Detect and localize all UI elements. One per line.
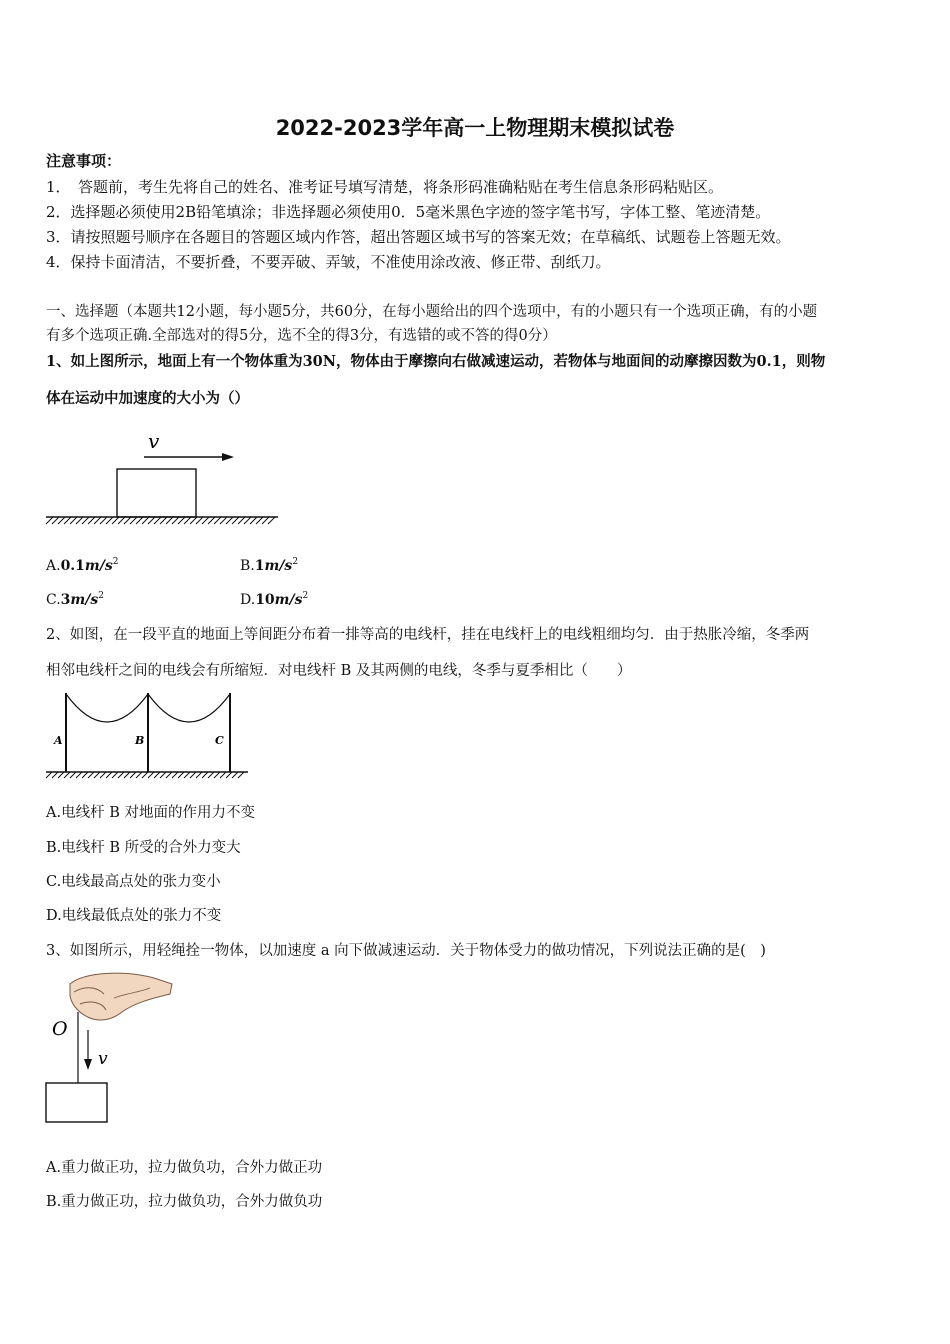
hatch-mark	[220, 517, 227, 524]
q3-option-a: A.重力做正功，拉力做负功，合外力做正功	[46, 1160, 323, 1176]
hatch-mark	[226, 517, 233, 524]
hatch-mark	[142, 772, 148, 778]
pole-label-c: C	[215, 734, 224, 747]
hatch-mark	[160, 772, 166, 778]
hatch-mark	[106, 517, 113, 524]
hatch-mark	[124, 517, 131, 524]
ground-hatching	[46, 772, 244, 778]
hatch-mark	[202, 772, 208, 778]
hatch-mark	[268, 517, 275, 524]
hatch-mark	[58, 517, 65, 524]
hanging-block	[46, 1083, 107, 1122]
hatch-mark	[52, 772, 58, 778]
hatch-mark	[46, 772, 52, 778]
hatch-mark	[94, 517, 101, 524]
hatch-mark	[106, 772, 112, 778]
hatch-mark	[82, 517, 89, 524]
hatch-mark	[250, 517, 257, 524]
hatch-mark	[70, 517, 77, 524]
q1-block-figure	[44, 428, 284, 528]
hatch-mark	[178, 517, 185, 524]
hatch-mark	[214, 772, 220, 778]
ground-hatching	[46, 517, 275, 524]
hatch-mark	[100, 517, 107, 524]
q2-option-b: B.电线杆 B 所受的合外力变大	[46, 840, 241, 856]
notice-heading: 注意事项：	[46, 152, 122, 170]
hatch-mark	[130, 517, 137, 524]
hatch-mark	[136, 772, 142, 778]
hatch-mark	[130, 772, 136, 778]
q3-stem: 3、如图所示，用轻绳拴一物体，以加速度 a 向下做减速运动．关于物体受力的做功情况，下列说法正确的是( )	[46, 943, 766, 959]
q2-power-line-figure	[44, 688, 254, 778]
notice-item-4: 4．保持卡面清洁，不要折叠，不要弄破、弄皱，不准使用涂改液、修正带、刮纸刀。	[46, 253, 611, 271]
hatch-mark	[166, 772, 172, 778]
hatch-mark	[190, 517, 197, 524]
hatch-mark	[46, 517, 53, 524]
hatch-mark	[112, 517, 119, 524]
hatch-mark	[214, 517, 221, 524]
hatch-mark	[88, 772, 94, 778]
q1-stem-line-2: 体在运动中加速度的大小为（）	[46, 390, 249, 407]
hatch-mark	[64, 772, 70, 778]
hatch-mark	[100, 772, 106, 778]
q1-option-c: $C.3m/s^2$	[46, 591, 104, 608]
q3-rope-figure	[44, 968, 184, 1128]
hatch-mark	[148, 772, 154, 778]
q2-option-d: D.电线最低点处的张力不变	[46, 908, 222, 924]
hatch-mark	[142, 517, 149, 524]
q1-option-b: $B.1m/s^2$	[240, 557, 299, 574]
section-heading-line-2: 有多个选项正确.全部选对的得5分，选不全的得3分，有选错的或不答的得0分）	[46, 328, 557, 344]
hatch-mark	[232, 517, 239, 524]
page-title: 2022-2023学年高一上物理期末模拟试卷	[275, 116, 675, 140]
q2-stem-line-1: 2、如图，在一段平直的地面上等间距分布着一排等高的电线杆，挂在电线杆上的电线粗细均匀．由于热胀冷缩，冬季两	[46, 627, 810, 643]
hatch-mark	[208, 772, 214, 778]
q3-option-b: B.重力做正功，拉力做负功，合外力做负功	[46, 1194, 323, 1210]
section-heading-line-1: 一、选择题（本题共12小题，每小题5分，共60分，在每小题给出的四个选项中，有的小题只有一个选项正确，有的小题	[46, 304, 818, 320]
hatch-mark	[76, 772, 82, 778]
hatch-mark	[184, 772, 190, 778]
hatch-mark	[58, 772, 64, 778]
hatch-mark	[262, 517, 269, 524]
notice-item-2: 2．选择题必须使用2B铅笔填涂；非选择题必须使用0．5毫米黑色字迹的签字笔书写，字体工整、笔迹清楚。	[46, 203, 771, 221]
hatch-mark	[238, 517, 245, 524]
hatch-mark	[202, 517, 209, 524]
point-label-o: O	[52, 1018, 68, 1040]
hatch-mark	[70, 772, 76, 778]
hatch-mark	[178, 772, 184, 778]
hatch-mark	[112, 772, 118, 778]
hatch-mark	[82, 772, 88, 778]
hatch-mark	[238, 772, 244, 778]
q2-option-a: A.电线杆 B 对地面的作用力不变	[46, 805, 255, 821]
q1-option-a: $A.0.1m/s^2$	[46, 557, 119, 574]
hatch-mark	[118, 517, 125, 524]
hatch-mark	[220, 772, 226, 778]
notice-item-3: 3．请按照题号顺序在各题目的答题区域内作答，超出答题区域书写的答案无效；在草稿纸、试题卷上答题无效。	[46, 228, 791, 246]
hand-icon	[70, 973, 172, 1020]
velocity-arrowhead	[84, 1059, 92, 1070]
hatch-mark	[226, 772, 232, 778]
q2-stem-line-2: 相邻电线杆之间的电线会有所缩短．对电线杆 B 及其两侧的电线，冬季与夏季相比（ ）	[46, 663, 632, 679]
q1-option-d: $D.10m/s^2$	[240, 591, 309, 608]
hatch-mark	[196, 772, 202, 778]
hatch-mark	[172, 772, 178, 778]
wire-left	[66, 694, 148, 722]
hatch-mark	[244, 517, 251, 524]
hatch-mark	[124, 772, 130, 778]
hatch-mark	[232, 772, 238, 778]
hatch-mark	[76, 517, 83, 524]
hatch-mark	[256, 517, 263, 524]
velocity-arrowhead	[222, 453, 234, 461]
q1-stem-line-1: 1、如上图所示，地面上有一个物体重为30N，物体由于摩擦向右做减速运动，若物体与地面间的动摩擦因数为0.1，则物	[46, 353, 826, 370]
q2-option-c: C.电线最高点处的张力变小	[46, 874, 221, 890]
hatch-mark	[184, 517, 191, 524]
hatch-mark	[172, 517, 179, 524]
hatch-mark	[190, 772, 196, 778]
hatch-mark	[64, 517, 71, 524]
pole-label-b: B	[135, 734, 145, 747]
hatch-mark	[136, 517, 143, 524]
wire-right	[148, 694, 230, 722]
hatch-mark	[88, 517, 95, 524]
hatch-mark	[118, 772, 124, 778]
notice-item-1: 1． 答题前，考生先将自己的姓名、准考证号填写清楚，将条形码准确粘贴在考生信息条形码粘贴区。	[46, 178, 724, 196]
hatch-mark	[208, 517, 215, 524]
block	[117, 469, 196, 517]
hatch-mark	[148, 517, 155, 524]
hatch-mark	[52, 517, 59, 524]
hatch-mark	[154, 517, 161, 524]
hatch-mark	[94, 772, 100, 778]
hatch-mark	[196, 517, 203, 524]
pole-label-a: A	[54, 734, 63, 747]
hatch-mark	[166, 517, 173, 524]
hatch-mark	[154, 772, 160, 778]
velocity-label: v	[98, 1049, 108, 1069]
hatch-mark	[160, 517, 167, 524]
velocity-label: v	[148, 429, 160, 453]
